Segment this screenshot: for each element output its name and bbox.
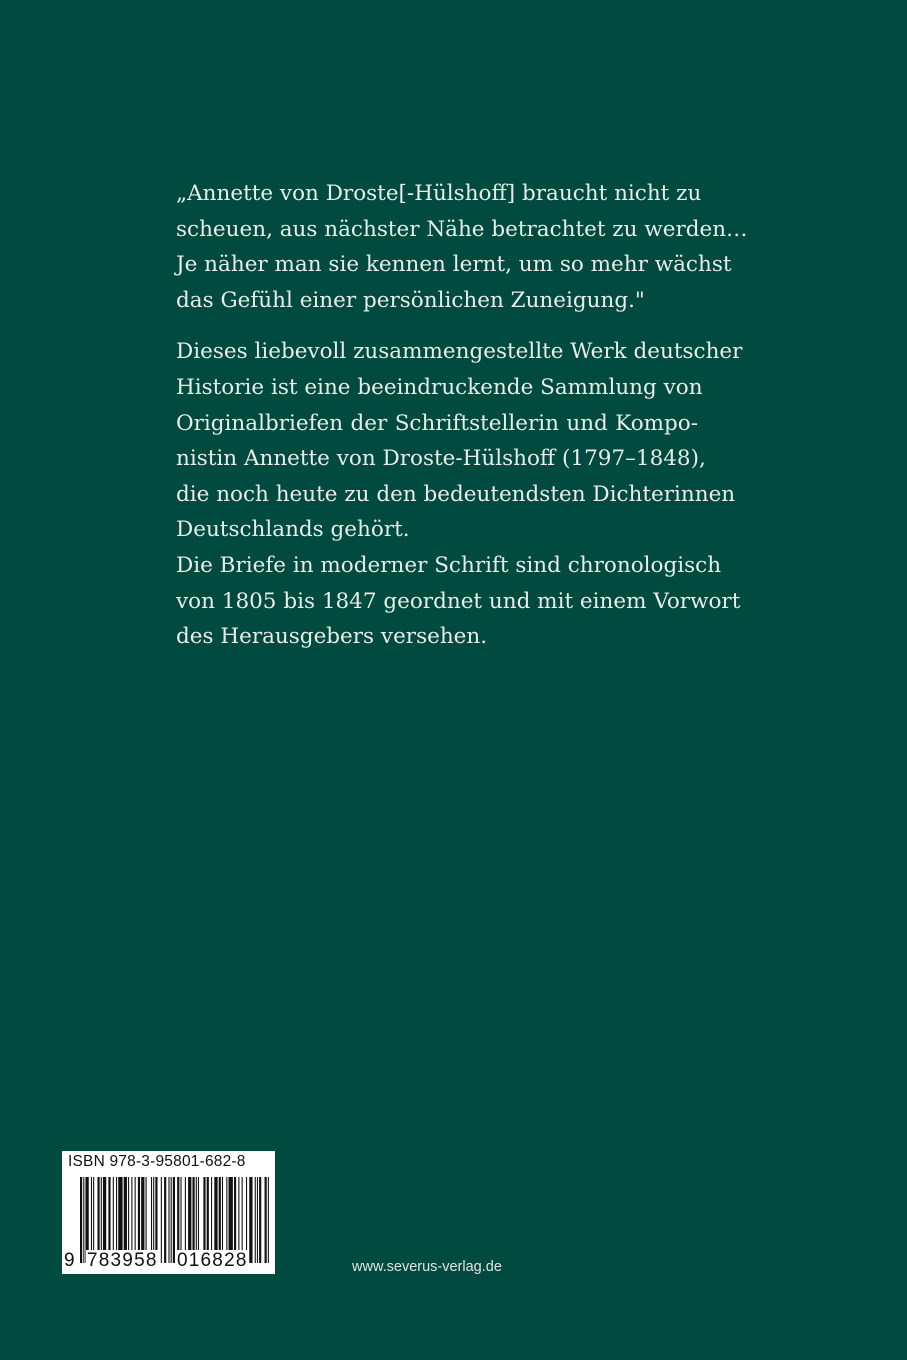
- description-line-6: Deutschlands gehört.: [176, 517, 410, 543]
- isbn-label: ISBN 978-3-95801-682-8: [68, 1153, 246, 1170]
- blurb-text: [176, 176, 748, 655]
- description-line-1: Dieses liebevoll zusammengestellte Werk deutscher: [176, 339, 743, 365]
- barcode-bar: [255, 1177, 256, 1263]
- barcode-bar: [249, 1177, 252, 1263]
- barcode-bar: [83, 1177, 84, 1263]
- barcode-bar: [171, 1177, 172, 1263]
- quote-line-4: das Gefühl einer persönlichen Zuneigung.": [176, 287, 645, 313]
- barcode-bar: [173, 1177, 175, 1263]
- description-line-5: die noch heute zu den bedeutendsten Dichterinnen: [176, 481, 736, 507]
- quote-line-1: „Annette von Droste[-Hülshoff] braucht nicht zu: [176, 181, 702, 206]
- description-line-4: nistin Annette von Droste-Hülshoff (1797–1848),: [176, 446, 706, 472]
- barcode-bar: [259, 1177, 261, 1263]
- barcode-bar: [80, 1177, 82, 1263]
- barcode-bar: [257, 1177, 258, 1263]
- description-line-2: Historie ist eine beeindruckende Sammlung von: [176, 374, 703, 400]
- barcode-digit-group-left: 783958: [87, 1250, 158, 1271]
- barcode-bar: [161, 1177, 162, 1263]
- quote-line-3: Je näher man sie kennen lernt, um so mehr wächst: [176, 252, 732, 278]
- description-line-7: Die Briefe in moderner Schrift sind chronologisch: [176, 552, 722, 578]
- barcode-bar: [168, 1177, 169, 1263]
- barcode-bar: [265, 1177, 267, 1263]
- quote-line-2: scheuen, aus nächster Nähe betrachtet zu werden…: [176, 216, 748, 242]
- barcode-bar: [268, 1177, 269, 1263]
- publisher-website: www.severus-verlag.de: [352, 1259, 502, 1275]
- barcode-digit-first: 9: [64, 1250, 75, 1271]
- isbn-barcode: [62, 1151, 275, 1274]
- paragraph-gap: [176, 318, 698, 334]
- barcode-digit-group-right: 016828: [177, 1250, 248, 1271]
- description-line-9: des Herausgebers versehen.: [176, 624, 488, 650]
- description-line-8: von 1805 bis 1847 geordnet und mit einem Vorwort: [176, 588, 741, 614]
- barcode-bar: [164, 1177, 166, 1263]
- description-line-3: Originalbriefen der Schriftstellerin und Kompo-: [176, 410, 698, 436]
